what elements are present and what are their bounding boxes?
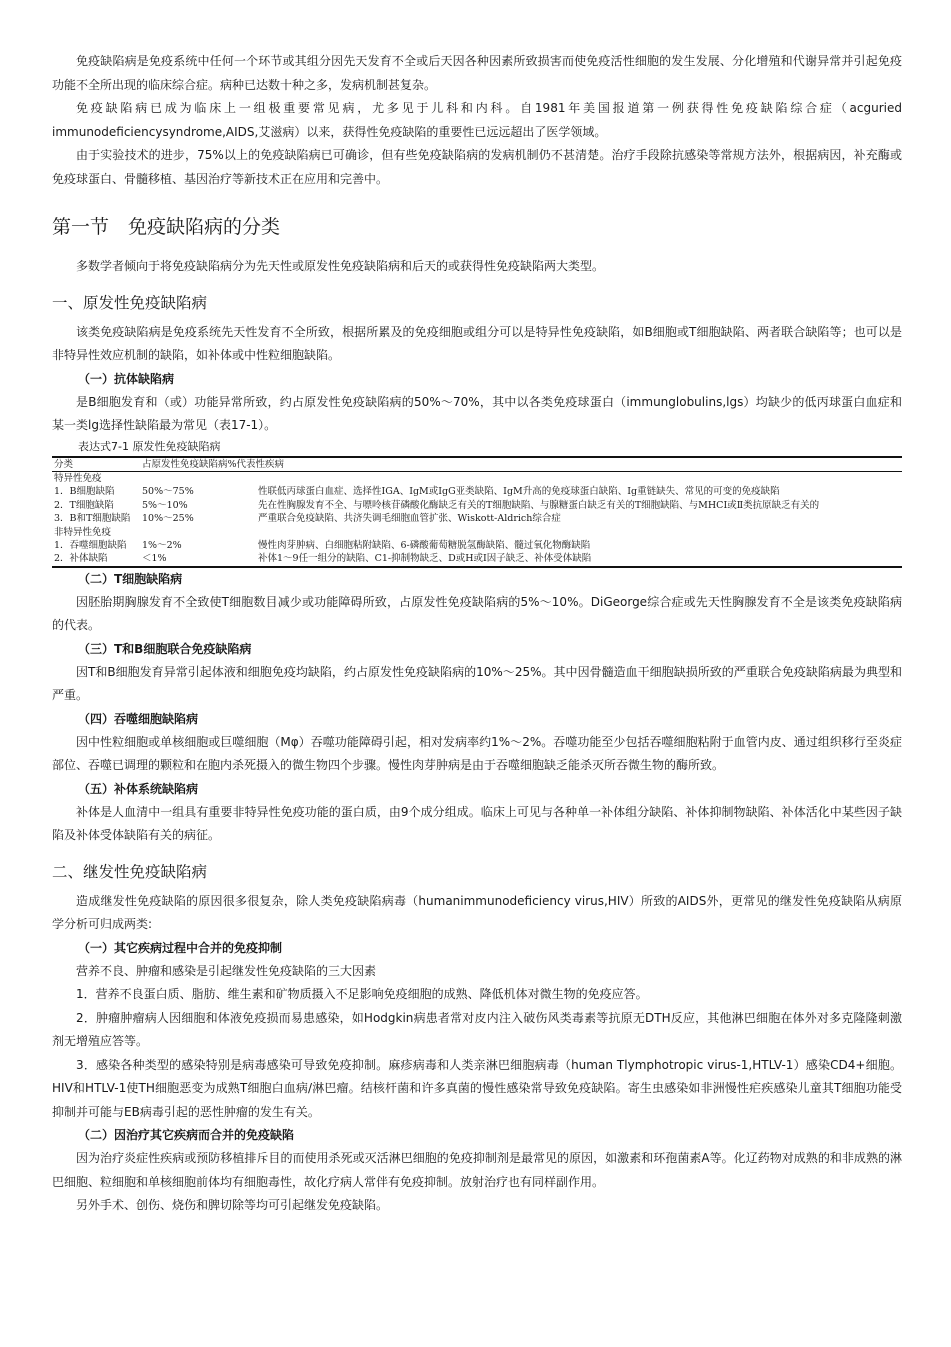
table-header-row [52,457,902,472]
document-page [52,50,902,1218]
part2-sub2-heading: （二）因治疗其它疾病而合并的免疫缺陷 [78,1128,295,1143]
table-cell-percent: 10%～25% [142,513,194,525]
part2-sub2-tail: 另外手术、创伤、烧伤和脾切除等均可引起继发免疫缺陷。 [76,1198,389,1213]
classification-table [52,456,902,568]
table-row [52,512,902,525]
table-row [52,552,902,566]
intro-paragraph-3: 由于实验技术的进步，75%以上的免疫缺陷病已可确诊，但有些免疫缺陷病的发病机制仍不甚清楚。治疗手段除抗感染等常规方法外，根据病因，补充酶或免疫球蛋白、骨髓移植、基因治疗等新技术正在应用和完善中。 [52,148,902,186]
section-lead: 多数学者倾向于将免疫缺陷病分为先天性或原发性免疫缺陷病和后天的或获得性免疫缺陷两大类型。 [76,259,605,273]
part2-sub2-paragraph: 因为治疗炎症性疾病或预防移植排斥目的而使用杀死或灭活淋巴细胞的免疫抑制剂是最常见的原因，如激素和环孢菌素A等。化辽药物对成熟的和非成熟的淋巴细胞、粒细胞和单核细胞前体均有细胞毒性，故化疗病人常伴有免疫抑制。放射治疗也有同样副作用。 [52,1151,902,1189]
table-caption: 表达式7-1 原发性免疫缺陷病 [78,439,221,453]
sub3-paragraph: 因T和B细胞发育异常引起体液和细胞免疫均缺陷，约占原发性免疫缺陷病的10%～25%。其中因骨髓造血干细胞缺损所致的严重联合免疫缺陷病最为典型和严重。 [52,664,902,703]
table-cell-category: 1．B细胞缺陷 [54,486,115,498]
table-cell-percent: 5%～10% [142,499,188,511]
table-cell-diseases: 严重联合免疫缺陷、共济失调毛细胞血管扩张、Wiskott-Aldrich综合症 [258,513,561,525]
table-cell-diseases: 性联低丙球蛋白血症、选择性IGA、IgM或IgG亚类缺陷、IgM升高的免疫球蛋白缺陷、Ig重链缺失、常见的可变的免疫缺陷 [258,486,780,498]
part2-sub1-item-3: 3．感染各种类型的感染特别是病毒感染可导致免疫抑制。麻疹病毒和人类亲淋巴细胞病毒（human Tlymphotropic virus-1,HTLV-1）感染CD4+细胞。HIV和HTLV-1使TH细胞恶变为成熟T细胞白血病/淋巴瘤。结核杆菌和许多真菌的慢性感染常导致免疫缺陷。寄生虫感染如非洲慢性疟疾感染儿童其T细胞功能受抑制并可能与EB病毒引起的恶性肿瘤的发生有关。 [52,1057,902,1119]
part1-heading: 一、原发性免疫缺陷病 [52,293,208,312]
part2-heading: 二、继发性免疫缺陷病 [52,862,208,881]
table-group-row [52,471,902,485]
table-cell-diseases: 先在性胸腺发育不全、与嘌呤核苷磷酸化酶缺乏有关的T细胞缺陷、与腺糖蛋白缺乏有关的T细胞缺陷、与MHCⅠ或Ⅱ类抗原缺乏有关的 [258,499,820,511]
sub5-heading: （五）补体系统缺陷病 [78,781,199,796]
sub1-paragraph: 是B细胞发育和（或）功能异常所致，约占原发性免疫缺陷病的50%～70%，其中以各类免疫球蛋白（immunglobulins,lgs）均缺少的低丙球蛋白血症和某一类lg选择性缺陷最为常见（表17-1）。 [52,394,902,432]
table-group-specific: 特异性免疫 [54,472,102,484]
table-cell-diseases: 补体1～9任一组分的缺陷、C1-抑制物缺乏、D或H或I因子缺乏、补体受体缺陷 [258,553,592,565]
intro-paragraph-2: 免疫缺陷病已成为临床上一组极重要常见病，尤多见于儿科和内科。自1981年美国报道第一例获得性免疫缺陷综合症（acguried immunodeficiencysyndrome,AIDS,艾滋病）以来，获得性免疫缺陷的重要性已远远超出了医学领域。 [52,101,902,139]
sub1-heading: （一）抗体缺陷病 [78,371,175,386]
table-group-nonspecific: 非特异性免疫 [54,526,112,538]
table-row [52,485,902,498]
part2-paragraph: 造成继发性免疫缺陷的原因很多很复杂，除人类免疫缺陷病毒（humanimmunodeficiency virus,HIV）所致的AIDS外，更常见的继发性免疫缺陷从病原学分析可归成两类: [52,893,902,932]
table-cell-category: 3．B和T细胞缺陷 [54,513,131,525]
part2-sub1-item-2: 2．肿瘤肿瘤病人因细胞和体液免疫损而易患感染，如Hodgkin病患者常对皮内注入破伤风类毒素等抗原无DTH反应，其他淋巴细胞在体外对多克隆隆刺激剂无增殖应答等。 [52,1010,902,1049]
table-group-row [52,526,902,539]
table-cell-percent: 50%～75% [142,486,194,498]
sub2-paragraph: 因胚胎期胸腺发育不全致使T细胞数目减少或功能障碍所致，占原发性免疫缺陷病的5%～10%。DiGeorge综合症或先天性胸腺发育不全是该类免疫缺陷病的代表。 [52,594,902,633]
sub5-paragraph: 补体是人血清中一组具有重要非特异性免疫功能的蛋白质，由9个成分组成。临床上可见与各种单一补体组分缺陷、补体抑制物缺陷、补体活化中某些因子缺陷及补体受体缺陷有关的病征。 [52,804,902,843]
table-cell-percent: 1%～2% [142,539,182,551]
sub4-heading: （四）吞噬细胞缺陷病 [78,711,199,726]
part1-paragraph: 该类免疫缺陷病是免疫系统先天性发育不全所致，根据所累及的免疫细胞或组分可以是特异性免疫缺陷，如B细胞或T细胞缺陷、两者联合缺陷等；也可以是非特异性效应机制的缺陷，如补体或中性粒细胞缺陷。 [52,324,902,362]
sub2-heading: （二）T细胞缺陷病 [78,571,183,586]
section-title: 第一节 免疫缺陷病的分类 [52,216,281,238]
table-header-category: 分类 [54,458,74,470]
part2-sub1-heading: （一）其它疾病过程中合并的免疫抑制 [78,940,283,955]
table-row [52,499,902,512]
table-header-diseases: 代表性疾病 [236,458,285,470]
part2-sub1-lead: 营养不良、肿瘤和感染是引起继发性免疫缺陷的三大因素 [76,963,377,978]
sub4-paragraph: 因中性粒细胞或单核细胞或巨噬细胞（Mφ）吞噬功能障碍引起，相对发病率约1%～2%。吞噬功能至少包括吞噬细胞粘附于血管内皮、通过组织移行至炎症部位、吞噬已调理的颗粒和在胞内杀死摄入的微生物四个步骤。慢性肉芽肿病是由于吞噬细胞缺乏能杀灭所吞微生物的酶所致。 [52,734,902,773]
table-cell-category: 1．吞噬细胞缺陷 [54,539,127,551]
table-row [52,539,902,552]
table-cell-percent: ＜1% [142,553,167,565]
intro-paragraph-1: 免疫缺陷病是免疫系统中任何一个环节或其组分因先天发育不全或后天因各种因素所致损害而使免疫活性细胞的发生发展、分化增殖和代谢异常并引起免疫功能不全所出现的临床综合症。病种已达数十种之多，发病机制甚复杂。 [52,54,902,92]
table-cell-category: 2．T细胞缺陷 [54,499,114,511]
table-header-rest [140,457,902,472]
table-header-percent: 占原发性免疫缺陷病% [142,458,237,470]
table-cell-diseases: 慢性肉芽肿病、白细胞粘附缺陷、6-磷酸葡萄糖脱氢酶缺陷、髓过氧化物酶缺陷 [258,539,591,551]
part2-sub1-item-1: 1．营养不良蛋白质、脂肪、维生素和矿物质摄入不足影响免疫细胞的成熟、降低机体对微生物的免疫应答。 [76,987,648,1002]
table-cell-category: 2．补体缺陷 [54,553,108,565]
sub3-heading: （三）T和B细胞联合免疫缺陷病 [78,641,252,656]
